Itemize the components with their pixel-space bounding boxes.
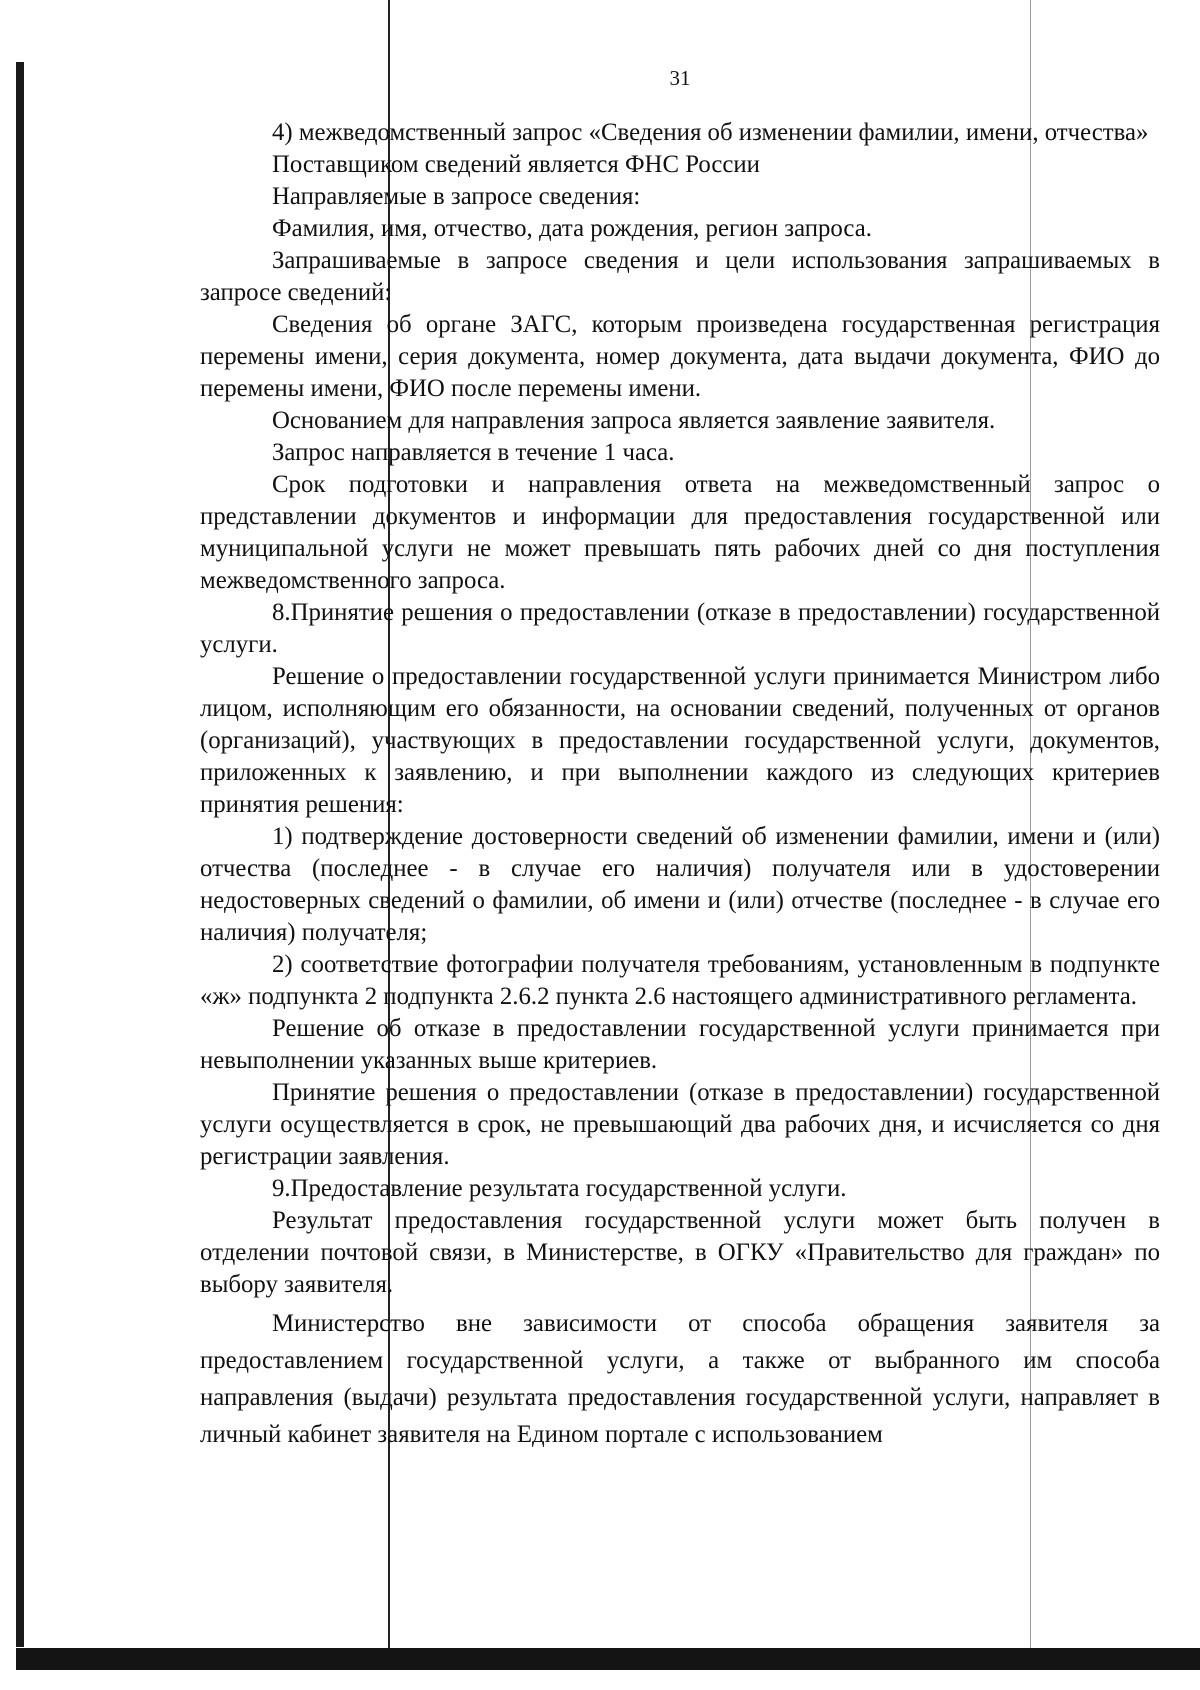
paragraph: Принятие решения о предоставлении (отказе в предоставлении) государственной услуги осуществляется в срок, не превышающий два рабочих дня, и исчисляется со дня регистрации заявления. bbox=[200, 1079, 1160, 1170]
scan-border-bottom bbox=[16, 1648, 1200, 1670]
paragraph: Сведения об органе ЗАГС, которым произведена государственная регистрация перемены имени, серия документа, номер документа, дата выдачи документа, ФИО до перемены имени, ФИО после перемены имени. bbox=[200, 311, 1160, 402]
paragraph: Министерство вне зависимости от способа обращения заявителя за предоставлением государственной услуги, а также от выбранного им способа направления (выдачи) результата предоставления государственной услуги, направляет в личный кабинет заявителя на Едином портале с использованием bbox=[200, 1310, 1160, 1448]
paragraph: Решение об отказе в предоставлении государственной услуги принимается при невыполнении указанных выше критериев. bbox=[200, 1015, 1160, 1074]
document-body bbox=[200, 117, 1160, 1453]
section-heading: 9.Предоставление результата государственной услуги. bbox=[272, 1175, 847, 1202]
paragraph: 4) межведомственный запрос «Сведения об изменении фамилии, имени, отчества» bbox=[272, 119, 1149, 146]
page-number: 31 bbox=[669, 66, 691, 90]
scan-border-left bbox=[16, 62, 24, 1647]
paragraph: Основанием для направления запроса является заявление заявителя. bbox=[272, 407, 996, 434]
paragraph: Запрос направляется в течение 1 часа. bbox=[272, 439, 675, 466]
list-item: 2) соответствие фотографии получателя требованиям, установленным в подпункте «ж» подпункта 2 подпункта 2.6.2 пункта 2.6 настоящего административного регламента. bbox=[200, 951, 1160, 1010]
paragraph: Фамилия, имя, отчество, дата рождения, регион запроса. bbox=[272, 215, 872, 242]
section-heading: 8.Принятие решения о предоставлении (отказе в предоставлении) государственной услуги. bbox=[200, 599, 1160, 658]
list-item: 1) подтверждение достоверности сведений об изменении фамилии, имени и (или) отчества (последнее - в случае его наличия) получателя или в удостоверении недостоверных сведений о фамилии, об имени и (или) отчестве (последнее - в случае его наличия) получателя; bbox=[200, 823, 1160, 946]
paragraph: Запрашиваемые в запросе сведения и цели использования запрашиваемых в запросе сведений: bbox=[200, 247, 1160, 306]
paragraph: Срок подготовки и направления ответа на межведомственный запрос о представлении документов и информации для предоставления государственной или муниципальной услуги не может превышать пять рабочих дней со дня поступления межведомственного запроса. bbox=[200, 471, 1160, 594]
paragraph: Направляемые в запросе сведения: bbox=[272, 183, 641, 210]
paragraph: Поставщиком сведений является ФНС России bbox=[272, 151, 760, 178]
paragraph: Решение о предоставлении государственной услуги принимается Министром либо лицом, исполняющим его обязанности, на основании сведений, полученных от органов (организаций), участвующих в предоставлении государственной услуги, документов, приложенных к заявлению, и при выполнении каждого из следующих критериев принятия решения: bbox=[200, 663, 1160, 818]
paragraph: Результат предоставления государственной услуги может быть получен в отделении почтовой связи, в Министерстве, в ОГКУ «Правительство для граждан» по выбору заявителя. bbox=[200, 1207, 1160, 1298]
